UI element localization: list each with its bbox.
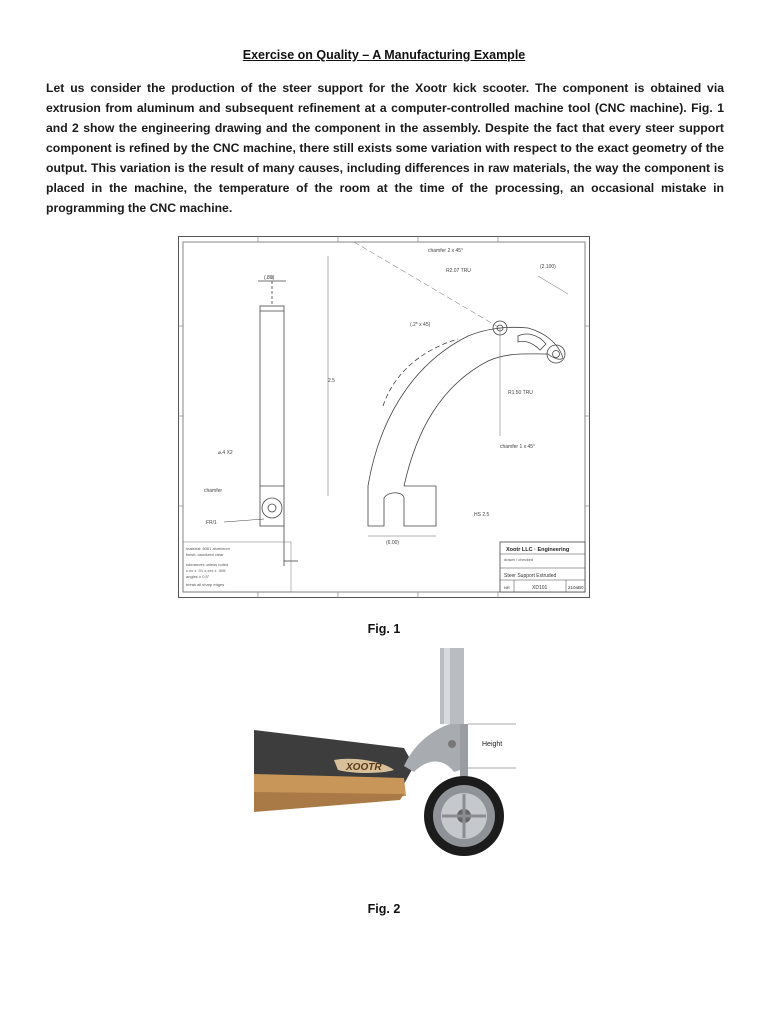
engineering-drawing xyxy=(178,236,590,598)
svg-text:R2.07 TRU: R2.07 TRU xyxy=(446,268,471,274)
svg-text:FR/1: FR/1 xyxy=(206,520,217,526)
svg-text:(6.00): (6.00) xyxy=(386,540,400,546)
svg-text:chamfer 2 x 45°: chamfer 2 x 45° xyxy=(428,248,464,254)
document-title: Exercise on Quality – A Manufacturing Example xyxy=(242,48,526,62)
svg-text:R1.50 TRU: R1.50 TRU xyxy=(508,390,533,396)
svg-text:NR: NR xyxy=(504,585,510,590)
svg-text:drawn / checked: drawn / checked xyxy=(504,557,534,562)
svg-text:(2.100): (2.100) xyxy=(540,264,556,270)
width-dimension: (.80) xyxy=(264,275,275,281)
svg-text:tolerances unless noted: tolerances unless noted xyxy=(186,562,229,567)
svg-text:chamfer 1 x 45°: chamfer 1 x 45° xyxy=(500,444,536,450)
svg-text:x.xx ± .01 x.xxx ± .005: x.xx ± .01 x.xxx ± .005 xyxy=(186,568,226,573)
svg-text:⌀.4 X2: ⌀.4 X2 xyxy=(218,450,233,456)
svg-text:finish: anodized clear: finish: anodized clear xyxy=(186,552,224,557)
figure1-caption: Fig. 1 xyxy=(367,622,401,636)
intro-paragraph: Let us consider the production of the steer support for the Xootr kick scooter. The component is obtained via extrusion from aluminum and subsequent refinement at a computer-controlled machine tool (CNC machine). Fig. 1 and 2 show the engineering drawing and the component in the assembly. Despite the fact that every steer support component is refined by the CNC machine, there still exists some variation with respect to the exact geometry of the output. This variation is the result of many causes, including differences in raw materials, the way the component is placed in the machine, the temperature of the room at the time of the processing, an occasional mistake in programming the CNC machine. xyxy=(46,81,724,215)
scooter-assembly-photo xyxy=(254,648,516,880)
drawing-number: XD101 xyxy=(532,585,548,591)
section-label: HS 2.5 xyxy=(474,512,490,518)
svg-text:break all sharp edges: break all sharp edges xyxy=(186,582,225,587)
svg-text:material: 6061 aluminum: material: 6061 aluminum xyxy=(186,546,230,551)
svg-text:(.2* x 45): (.2* x 45) xyxy=(410,322,431,328)
height-callout: Height xyxy=(482,741,503,748)
figure2-caption: Fig. 2 xyxy=(367,902,401,916)
company-name: Xootr LLC · Engineering xyxy=(506,547,570,553)
deck-logo: XOOTR xyxy=(346,762,382,773)
part-name: Steer Support Extruded xyxy=(504,573,557,579)
sheet-number: 210aB0 xyxy=(568,585,584,590)
svg-text:chamfer: chamfer xyxy=(204,488,223,494)
svg-text:2.5: 2.5 xyxy=(328,378,335,384)
svg-text:angles ± 0.5°: angles ± 0.5° xyxy=(186,574,210,579)
